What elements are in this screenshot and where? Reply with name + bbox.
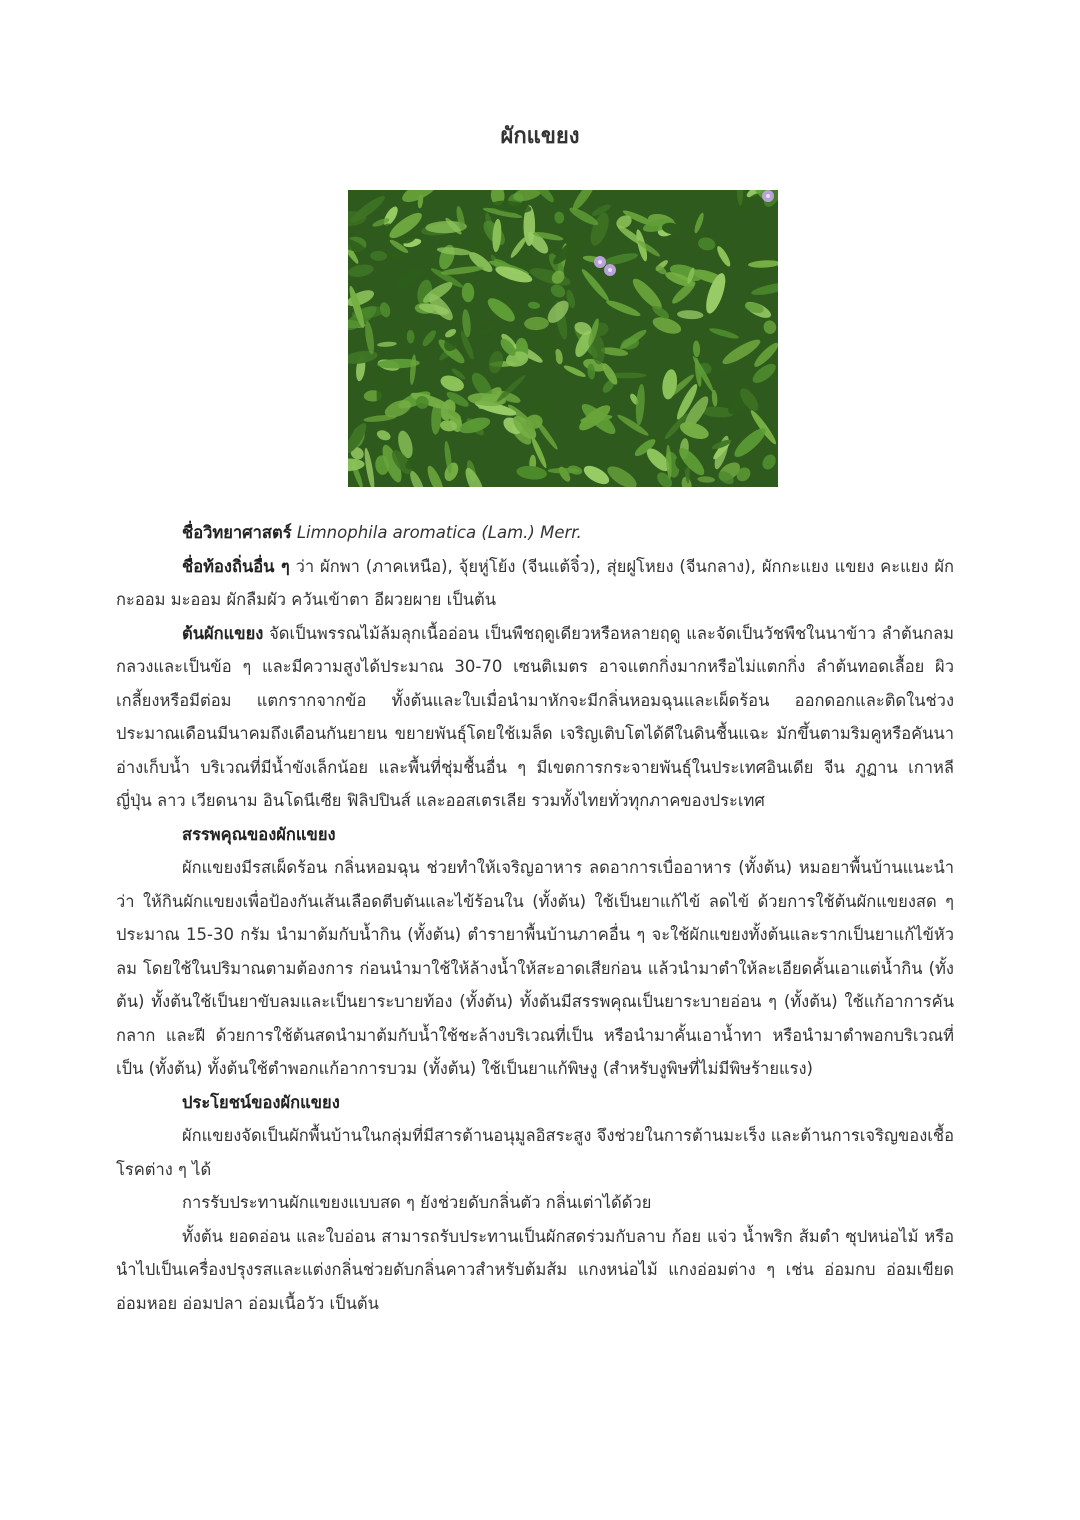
leaf-plant-image: [348, 190, 778, 487]
page-title: ผักแขยง: [500, 124, 580, 149]
plant-description-paragraph: [116, 617, 954, 818]
local-names-paragraph: [116, 550, 954, 617]
properties-paragraph: ผักแขยงมีรสเผ็ดร้อน กลิ่นหอมฉุน ช่วยทำให้เจริญอาหาร ลดอาการเบื่ออาหาร (ทั้งต้น) หมอยาพื้นบ้านแนะนำว่า ให้กินผักแขยงเพื่อป้องกันเส้นเลือดตีบตันและไข้ร้อนใน (ทั้งต้น) ใช้เป็นยาแก้ไข้ ลดไข้ ด้วยการใช้ต้นผักแขยงสด ๆ ประมาณ 15-30 กรัม นำมาต้มกับน้ำกิน (ทั้งต้น) ตำรายาพื้นบ้านภาคอื่น ๆ จะใช้ผักแขยงทั้งต้นและรากเป็นยาแก้ไข้หัวลม โดยใช้ในปริมาณตามต้องการ ก่อนนำมาใช้ให้ล้างน้ำให้สะอาดเสียก่อน แล้วนำมาตำให้ละเอียดคั้นเอาแต่น้ำกิน (ทั้งต้น) ทั้งต้นใช้เป็นยาขับลมและเป็นยาระบายท้อง (ทั้งต้น) ทั้งต้นมีสรรพคุณเป็นยาระบายอ่อน ๆ (ทั้งต้น) ใช้แก้อาการคัน กลาก และฝี ด้วยการใช้ต้นสดนำมาต้มกับน้ำใช้ชะล้างบริเวณที่เป็น หรือนำมาคั้นเอาน้ำทา หรือนำมาตำพอกบริเวณที่เป็น (ทั้งต้น) ทั้งต้นใช้ตำพอกแก้อาการบวม (ทั้งต้น) ใช้เป็นยาแก้พิษงู (สำหรับงูพิษที่ไม่มีพิษร้ายแรง): [116, 858, 954, 1078]
properties-heading: สรรพคุณของผักแขยง: [182, 824, 336, 844]
plant-description-label: ต้นผักแขยง: [182, 623, 264, 643]
article-body: [116, 516, 954, 1320]
plant-photo: [348, 190, 778, 487]
scientific-name-value: Limnophila aromatica (Lam.) Merr.: [296, 523, 582, 542]
local-names-label: ชื่อท้องถิ่นอื่น ๆ: [182, 556, 290, 576]
local-names-value: ว่า ผักพา (ภาคเหนือ), จุ้ยหู่โย้ง (จีนแต้จิ๋ว), สุ่ยฝูโหยง (จีนกลาง), ผักกะแยง แขยง คะแยง ผักกะออม มะออม ผักลืมผัว ควันเข้าตา อีผวยผาย เป็นต้น: [116, 556, 954, 609]
scientific-name-label: ชื่อวิทยาศาสตร์: [182, 523, 292, 542]
benefits-paragraph-3: ทั้งต้น ยอดอ่อน และใบอ่อน สามารถรับประทานเป็นผักสดร่วมกับลาบ ก้อย แจ่ว น้ำพริก ส้มตำ ซุปหน่อไม้ หรือนำไปเป็นเครื่องปรุงรสและแต่งกลิ่นช่วยดับกลิ่นคาวสำหรับต้มส้ม แกงหน่อไม้ แกงอ่อมต่าง ๆ เช่น อ่อมกบ อ่อมเขียด อ่อมหอย อ่อมปลา อ่อมเนื้อวัว เป็นต้น: [116, 1226, 954, 1313]
scientific-name-paragraph: [116, 516, 954, 550]
benefits-paragraph-1: ผักแขยงจัดเป็นผักพื้นบ้านในกลุ่มที่มีสารต้านอนุมูลอิสระสูง จึงช่วยในการต้านมะเร็ง และต้านการเจริญของเชื้อโรคต่าง ๆ ได้: [116, 1126, 955, 1179]
benefits-paragraph-2: การรับประทานผักแขยงแบบสด ๆ ยังช่วยดับกลิ่นตัว กลิ่นเต่าได้ด้วย: [182, 1193, 652, 1212]
plant-description-value: จัดเป็นพรรณไม้ล้มลุกเนื้ออ่อน เป็นพืชฤดูเดียวหรือหลายฤดู และจัดเป็นวัชพืชในนาข้าว ลำต้นกลมกลวงและเป็นข้อ ๆ และมีความสูงได้ประมาณ 30-70 เซนติเมตร อาจแตกกิ่งมากหรือไม่แตกกิ่ง ลำต้นทอดเลื้อย ผิวเกลี้ยงหรือมีต่อม แตกรากจากข้อ ทั้งต้นและใบเมื่อนำมาหักจะมีกลิ่นหอมฉุนและเผ็ดร้อน ออกดอกและติดในช่วงประมาณเดือนมีนาคมถึงเดือนกันยายน ขยายพันธุ์โดยใช้เมล็ด เจริญเติบโตได้ดีในดินชื้นแฉะ มักขึ้นตามริมคูหรือคันนา อ่างเก็บน้ำ บริเวณที่มีน้ำขังเล็กน้อย และพื้นที่ชุ่มชื้นอื่น ๆ มีเขตการกระจายพันธุ์ในประเทศอินเดีย จีน ภูฏาน เกาหลี ญี่ปุ่น ลาว เวียดนาม อินโดนีเซีย ฟิลิปปินส์ และออสเตรเลีย รวมทั้งไทยทั่วทุกภาคของประเทศ: [116, 623, 954, 810]
benefits-heading: ประโยชน์ของผักแขยง: [182, 1092, 340, 1112]
